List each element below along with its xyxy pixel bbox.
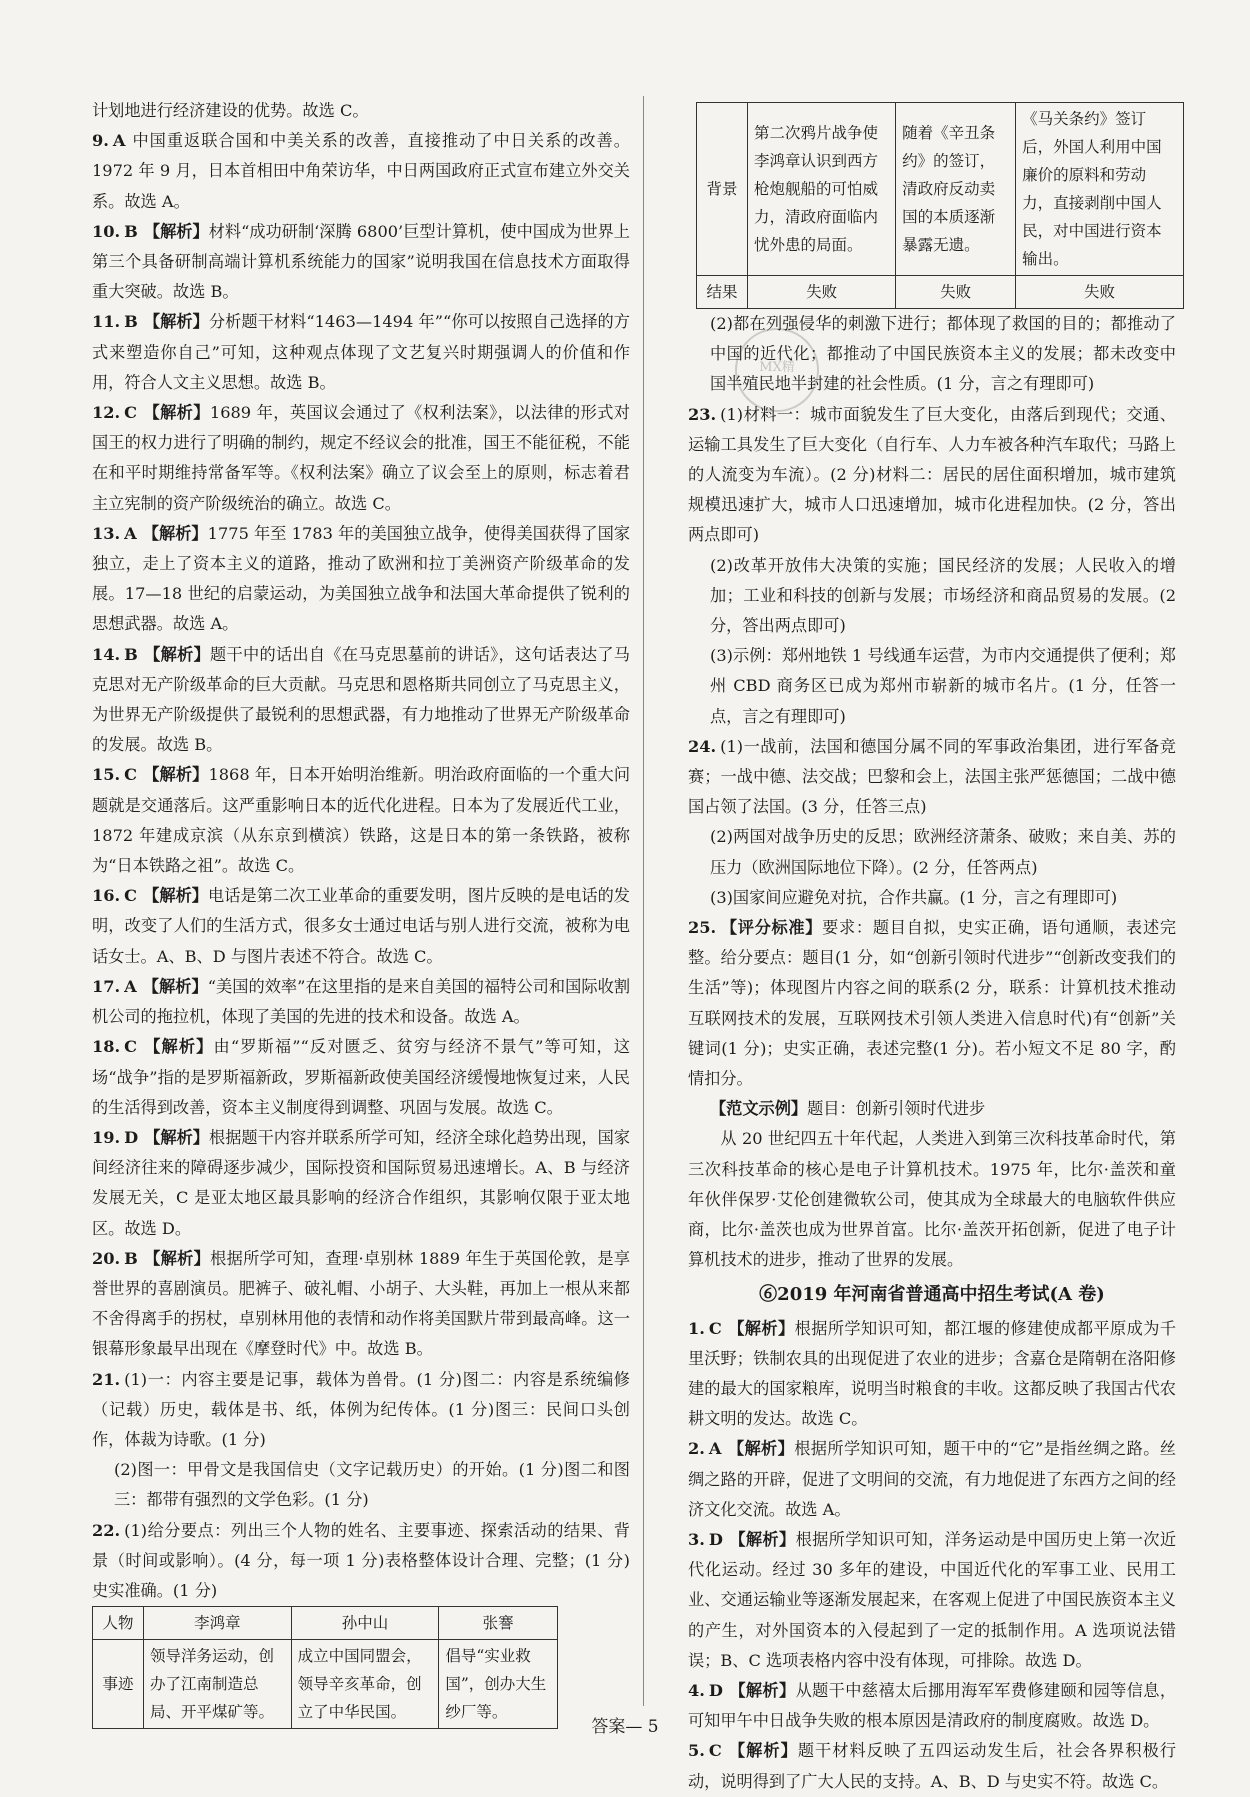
persons-table — [92, 1606, 558, 1729]
section-answer-tag: 【解析】 — [728, 1680, 796, 1700]
answer-item — [92, 398, 630, 519]
answer-text: 电话是第二次工业革命的重要发明，图片反映的是电话的发明，改变了人们的生活方式，很多女士通过电话与别人进行交流，被称为电话女士。A、B、D 与图片表述不符合。故选 C。 — [92, 886, 630, 966]
answer-number: 13. — [92, 523, 121, 543]
q21-part1 — [92, 1365, 630, 1456]
answer-tag: 【解析】 — [143, 312, 209, 332]
answer-item — [92, 640, 630, 761]
answer-answer: B — [124, 1248, 138, 1268]
answer-number: 20. — [92, 1248, 121, 1268]
person-name-1: 李鸿章 — [144, 1607, 292, 1640]
section-answer-item — [688, 1434, 1176, 1525]
person-deed-1: 领导洋务运动，创办了江南制造总局、开平煤矿等。 — [144, 1640, 292, 1729]
left-column — [92, 96, 630, 1733]
answer-answer: C — [124, 886, 138, 906]
answer-item — [92, 1032, 630, 1123]
section-answer-text: 题干材料反映了五四运动发生后，社会各界积极行动，说明得到了广大人民的支持。A、B、D 与史实不符。故选 C。 — [688, 1741, 1177, 1791]
answer-tag: 【解析】 — [142, 976, 208, 996]
background-table — [696, 102, 1184, 309]
q23-part1 — [688, 400, 1176, 551]
sample-body: 从 20 世纪四五十年代起，人类进入到第三次科技革命时代，第三次科技革命的核心是电子计算机技术。1975 年，比尔·盖茨和童年伙伴保罗·艾伦创建微软公司，使其成为全球最大的电脑软件供应商，比尔·盖茨也成为世界首富。比尔·盖茨开拓创新，促进了电子计算机技术的进步，推动了世界的发展。 — [688, 1129, 1176, 1270]
q24-part1 — [688, 732, 1176, 823]
column-divider — [643, 96, 644, 1706]
answer-number: 15. — [92, 765, 121, 785]
answer-item — [92, 760, 630, 881]
answer-answer: D — [124, 1127, 139, 1147]
persons-table-header — [93, 1607, 558, 1640]
answer-answer: A — [124, 523, 137, 543]
person-name-3: 张謇 — [439, 1607, 558, 1640]
answer-text: 材料“成功研制‘深腾 6800’巨型计算机，使中国成为世界上第三个具备研制高端计算机系统能力的国家”说明我国在信息技术方面取得重大突破。故选 B。 — [92, 221, 630, 302]
q23-number: 23. — [688, 404, 717, 424]
q22-part1-text: (1)给分要点：列出三个人物的姓名、主要事迹、探索活动的结果、背景（时间或影响）。(4 分，每一项 1 分)表格整体设计合理、完整；(1 分)史实准确。(1 分) — [92, 1520, 630, 1600]
section-answer-item — [688, 1314, 1176, 1435]
q24-part3: (3)国家间应避免对抗，合作共赢。(1 分，言之有理即可) — [710, 887, 1118, 907]
section-answer-text: 从题干中慈禧太后挪用海军军费修建颐和园等信息，可知甲午中日战争失败的根本原因是清政府的制度腐败。故选 D。 — [688, 1680, 1177, 1731]
section-answer-text: 根据所学知识可知，洋务运动是中国历史上第一次近代化运动。经过 30 多年的建设，中国近代化的军事工业、民用工业、交通运输业等逐渐发展起来，在客观上促进了中国民族资本主义的产生，对外国资本的入侵起到了一定的抵制作用。A 选项说法错误；B、C 选项表格内容中没有体现，可排除。故选 D。 — [688, 1529, 1177, 1670]
result-cell-1: 失败 — [748, 276, 896, 309]
q24-part2: (2)两国对战争历史的反思；欧洲经济萧条、破败；来自美、苏的压力（欧洲国际地位下降）。(2 分，任答两点) — [710, 827, 1176, 877]
q23-part3: (3)示例：郑州地铁 1 号线通车运营，为市内交通提供了便利；郑州 CBD 商务区已成为郑州市崭新的城市名片。(1 分，任答一点，言之有理即可) — [710, 646, 1176, 726]
answer-answer: C — [124, 403, 138, 423]
answer-text: 根据所学可知，查理·卓别林 1889 年生于英国伦敦，是享誉世界的喜剧演员。肥裤子、破礼帽、小胡子、大头鞋，再加上一根从来都不舍得离手的拐杖，卓别林用他的表情和动作将美国默片带到最高峰。这一银幕形象最早出现在《摩登时代》中。故选 B。 — [92, 1248, 631, 1359]
answer-number: 11. — [92, 312, 121, 332]
q23-part2: (2)改革开放伟大决策的实施；国民经济的发展；人民收入的增加；工业和科技的创新与发展；市场经济和商品贸易的发展。(2 分，答出两点即可) — [710, 555, 1176, 636]
sample-heading — [688, 1094, 1176, 1124]
answer-number: 9. — [92, 131, 109, 151]
section-answer-item — [688, 1525, 1176, 1676]
answer-text: “美国的效率”在这里指的是来自美国的福特公司和国际收割机公司的拖拉机，体现了美国的先进的技术和设备。故选 A。 — [92, 976, 631, 1027]
persons-header-label: 人物 — [93, 1607, 144, 1640]
answer-tag: 【解析】 — [143, 403, 210, 423]
answer-item — [92, 1123, 630, 1244]
background-cell-3: 《马关条约》签订后，外国人利用中国廉价的原料和劳动力，直接剥削中国人民，对中国进行资本输出。 — [1016, 103, 1184, 276]
answer-item — [92, 881, 630, 972]
q21-number: 21. — [92, 1369, 121, 1389]
q23-part1-text: (1)材料一：城市面貌发生了巨大变化，由落后到现代；交通、运输工具发生了巨大变化（自行车、人力车被各种汽车取代；马路上的人流变为车流）。(2 分)材料二：居民的居住面积增加，城市建筑规模迅速扩大，城市人口迅速增加，城市化进程加快。(2 分，答出两点即可) — [688, 404, 1176, 545]
answer-text: 1868 年，日本开始明治维新。明治政府面临的一个重大问题就是交通落后。这严重影响日本的近代化进程。日本为了发展近代工业，1872 年建成京滨（从东京到横滨）铁路，这是日本的第一条铁路，被称为“日本铁路之祖”。故选 C。 — [92, 765, 631, 876]
answer-text: 由“罗斯福”“反对匮乏、贫穷与经济不景气”等可知，这场“战争”指的是罗斯福新政，罗斯福新政使美国经济缓慢地恢复过来，人民的生活得到改善，资本主义制度得到调整、巩固与发展。故选 C。 — [92, 1037, 630, 1117]
answer-tag: 【解析】 — [144, 1127, 209, 1147]
page-number: 答案— 5 — [591, 1717, 659, 1737]
section-answer-tag: 【解析】 — [727, 1318, 795, 1338]
watermark-stamp: MX精 — [735, 328, 819, 412]
answer-answer: B — [124, 312, 138, 332]
answer-answer: C — [124, 765, 138, 785]
section-answer-text: 根据所学知识可知，题干中的“它”是指丝绸之路。丝绸之路的开辟，促进了文明间的交流，有力地促进了东西方之间的经济文化交流。故选 A。 — [688, 1439, 1176, 1519]
answer-tag: 【解析】 — [143, 886, 209, 906]
q21-part1-text: (1)一：内容主要是记事，载体为兽骨。(1 分)图二：内容是系统编修（记载）历史，载体是书、纸，体例为纪传体。(1 分)图三：民间口头创作，体裁为诗歌。(1 分) — [92, 1369, 630, 1449]
q22-number: 22. — [92, 1520, 121, 1540]
section-answer-tag: 【解析】 — [728, 1529, 796, 1549]
background-cell-1: 第二次鸦片战争使李鸿章认识到西方枪炮舰船的可怕威力，清政府面临内忧外患的局面。 — [748, 103, 896, 276]
answer-tag: 【解析】 — [143, 765, 209, 785]
q25-number: 25. — [688, 918, 717, 938]
answer-number: 19. — [92, 1127, 121, 1147]
answer-item — [92, 519, 630, 640]
answer-tag: 【解析】 — [143, 1037, 214, 1057]
section-answer-tag: 【解析】 — [727, 1741, 798, 1761]
section-answer-number: 4. — [688, 1680, 705, 1700]
result-cell-3: 失败 — [1016, 276, 1184, 309]
answer-number: 17. — [92, 976, 121, 996]
answer-answer: C — [124, 1037, 138, 1057]
right-column — [688, 102, 1176, 1797]
q24-part1-text: (1)一战前，法国和德国分属不同的军事政治集团，进行军备竞赛；一战中德、法交战；巴黎和会上，法国主张严惩德国；二战中德国占领了法国。(3 分，任答三点) — [688, 736, 1176, 817]
deeds-label: 事迹 — [93, 1640, 144, 1729]
answer-text: 分析题干材料“1463—1494 年”“你可以按照自己选择的方式来塑造你自己”可知，这种观点体现了文艺复兴时期强调人的价值和作用，符合人文主义思想。故选 B。 — [92, 312, 630, 392]
result-row — [697, 276, 1184, 309]
answer-item — [92, 217, 630, 308]
section-answer-tag: 【解析】 — [727, 1439, 795, 1459]
section-answer-answer: C — [708, 1741, 722, 1761]
q25-tag: 【评分标准】 — [720, 918, 823, 938]
section-answer-answer: D — [708, 1529, 723, 1549]
section-title: ⑥2019 年河南省普通高中招生考试(A 卷) — [759, 1283, 1105, 1305]
answer-answer: B — [124, 221, 138, 241]
person-deed-2: 成立中国同盟会，领导辛亥革命，创立了中华民国。 — [291, 1640, 439, 1729]
answer-text: 中国重返联合国和中美关系的改善，直接推动了中日关系的改善。1972 年 9 月，日本首相田中角荣访华，中日两国政府正式宣布建立外交关系。故选 A。 — [92, 131, 630, 211]
answer-tag: 【解析】 — [142, 523, 208, 543]
answer-answer: B — [124, 644, 138, 664]
intro-text: 计划地进行经济建设的优势。故选 C。 — [92, 101, 369, 120]
q21-part2: (2)图一：甲骨文是我国信史（文字记载历史）的开始。(1 分)图二和图三：都带有强烈的文学色彩。(1 分) — [114, 1460, 630, 1510]
answer-number: 18. — [92, 1037, 121, 1057]
answer-tag: 【解析】 — [143, 1248, 211, 1268]
answer-number: 10. — [92, 221, 121, 241]
answer-item — [92, 1244, 630, 1365]
section-answer-answer: A — [708, 1439, 722, 1459]
left-answer-list — [92, 126, 630, 1364]
q24-number: 24. — [688, 736, 717, 756]
section-answer-number: 2. — [688, 1439, 705, 1459]
answer-item — [92, 307, 630, 398]
answer-answer: A — [112, 131, 126, 151]
section-answer-text: 根据所学知识可知，都江堰的修建使成都平原成为千里沃野；铁制农具的出现促进了农业的进步；含嘉仓是隋朝在洛阳修建的最大的国家粮库，说明当时粮食的丰收。这都反映了我国古代农耕文明的发达。故选 C。 — [688, 1318, 1177, 1429]
answer-number: 14. — [92, 644, 121, 664]
answer-item — [92, 126, 630, 217]
person-name-2: 孙中山 — [291, 1607, 439, 1640]
section-answer-answer: D — [708, 1680, 723, 1700]
result-label: 结果 — [697, 276, 748, 309]
sample-tag: 【范文示例】 — [710, 1099, 808, 1119]
answer-number: 12. — [92, 403, 121, 423]
sample-title: 题目：创新引领时代进步 — [807, 1099, 986, 1119]
answer-tag: 【解析】 — [143, 221, 209, 241]
answer-text: 1689 年，英国议会通过了《权利法案》，以法律的形式对国王的权力进行了明确的制约，规定不经议会的批准，国王不能征税，不能在和平时期维持常备军等。《权利法案》确立了议会至上的原则，标志着君主立宪制的资产阶级统治的确立。故选 C。 — [92, 403, 630, 513]
section-answer-number: 3. — [688, 1529, 705, 1549]
answer-text: 题干中的话出自《在马克思墓前的讲话》，这句话表达了马克思对无产阶级革命的巨大贡献。马克思和恩格斯共同创立了马克思主义，为世界无产阶级提供了最锐利的思想武器，有力地推动了世界无产阶级革命的发展。故选 B。 — [92, 644, 630, 755]
q22-part1 — [92, 1516, 630, 1607]
section-answer-item — [688, 1736, 1176, 1796]
person-deed-3: 倡导“实业救国”，创办大生纱厂等。 — [439, 1640, 558, 1729]
section-answer-number: 5. — [688, 1741, 705, 1761]
answer-answer: A — [124, 976, 137, 996]
answer-text: 1775 年至 1783 年的美国独立战争，使得美国获得了国家独立，走上了资本主义的道路，推动了欧洲和拉丁美洲资产阶级革命的发展。17—18 世纪的启蒙运动，为美国独立战争和法国大革命提供了锐利的思想武器。故选 A。 — [92, 523, 631, 634]
background-cell-2: 随着《辛丑条约》的签订，清政府反动卖国的本质逐渐暴露无遗。 — [896, 103, 1016, 276]
answer-item — [92, 972, 630, 1032]
answer-tag: 【解析】 — [143, 644, 211, 664]
q22-part2: (2)都在列强侵华的刺激下进行；都体现了救国的目的；都推动了中国的近代化；都推动了中国民族资本主义的发展；都未改变中国半殖民地半封建的社会性质。(1 分，言之有理即可) — [710, 314, 1176, 394]
answer-text: 根据题干内容并联系所学可知，经济全球化趋势出现，国家间经济往来的障碍逐步减少，国际投资和国际贸易迅速增长。A、B 与经济发展无关，C 是亚太地区最具影响的经济合作组织，其影响仅限于亚太地区。故选 D。 — [92, 1127, 631, 1238]
q25 — [688, 913, 1176, 1094]
q25-text: 要求：题目自拟，史实正确，语句通顺，表述完整。给分要点：题目(1 分，如“创新引领时代进步”“创新改变我们的生活”等)；体现图片内容之间的联系(2 分，联系：计算机技术推动互联网技术的发展，互联网技术引领人类进入信息时代)有“创新”关键词(1 分)；史实正确，表述完整(1 分)。若小短文不足 80 字，酌情扣分。 — [688, 918, 1177, 1089]
background-row — [697, 103, 1184, 276]
section-answer-answer: C — [708, 1318, 722, 1338]
background-label: 背景 — [697, 103, 748, 276]
answer-number: 16. — [92, 886, 121, 906]
section-answer-number: 1. — [688, 1318, 705, 1338]
result-cell-2: 失败 — [896, 276, 1016, 309]
